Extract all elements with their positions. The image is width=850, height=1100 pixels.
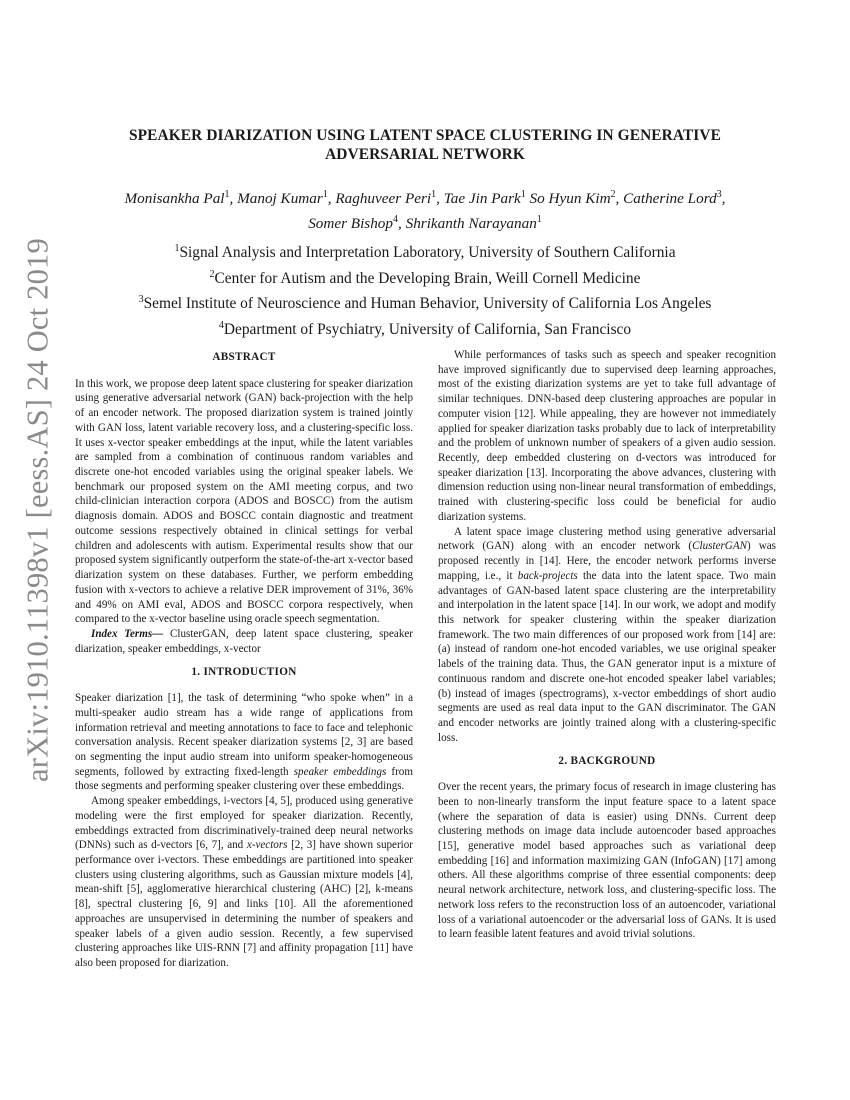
intro-paragraph: Among speaker embeddings, i-vectors [4, 5], produced using generative modeling were the first employed for speaker diarization. Recently, embeddings extracted from discriminatively-trained deep neural networks (DNNs) such as d-vectors [6, 7], and x-vectors [2, 3] have shown superior performance over i-vectors. These embeddings are partitioned into speaker clusters using clustering algorithms, such as Gaussian mixture models [4], mean-shift [5], agglomerative hierarchical clustering (AHC) [2], k-means [8], spectral clustering [6, 9] and links [10]. All the aforementioned approaches are unsupervised in determining the number of speakers and speaker labels of a given audio session. Recently, a few supervised clustering approaches like UIS-RNN [7] and affinity propagation [11] have also been proposed for diarization. [75, 795, 413, 970]
author: Somer Bishop$^4$, [308, 214, 406, 233]
paper-title: SPEAKER DIARIZATION USING LATENT SPACE CLUSTERING IN GENERATIVE ADVERSARIAL NETWORK [129, 127, 721, 163]
author: Catherine Lord$^3$, [623, 189, 726, 208]
left-column [75, 350, 413, 971]
right-column [438, 348, 776, 942]
affiliation-list [80, 238, 770, 341]
affiliation: $^4$Department of Psychiatry, University of California, San Francisco [218, 319, 632, 338]
author: Tae Jin Park$^1$ [443, 189, 526, 208]
arxiv-identifier-stamp [18, 238, 58, 782]
affiliation: $^1$Signal Analysis and Interpretation Laboratory, University of Southern California [174, 243, 676, 262]
author: Raghuveer Peri$^1$, [335, 189, 444, 208]
abstract-heading: ABSTRACT [212, 351, 276, 363]
author: Shrikanth Narayanan$^1$ [405, 214, 542, 233]
author-list [80, 184, 770, 234]
intro-paragraph: While performances of tasks such as speech and speaker recognition have improved significantly due to supervised deep learning approaches, most of the existing diarization systems are yet to take full advantage of similar techniques. DNN-based deep clustering approaches are popular in computer vision [12]. While appealing, they are however not immediately applied for speaker diarization tasks probably due to lack of interpretability and the problem of unknown number of speakers of a given audio session. Recently, deep embedded clustering on d-vectors was introduced for speaker diarization [13]. Incorporating the above advances, clustering with dimension reduction using non-linear neural transformation of embeddings, trained with clustering-specific loss could be beneficial for audio diarization systems. [438, 349, 776, 523]
affiliation: $^2$Center for Autism and the Developing Brain, Weill Cornell Medicine [209, 268, 641, 287]
section-heading-background: 2. BACKGROUND [558, 755, 656, 768]
author: Monisankha Pal$^1$, [124, 189, 238, 208]
intro-paragraph: Speaker diarization [1], the task of determining “who spoke when” in a multi-speaker audio stream has a wide range of applications from information retrieval and meeting annotations to face to face and telephonic conversation analysis. Recent speaker diarization systems [2, 3] are based on segmenting the input audio stream into uniform speaker-homogeneous segments, followed by extracting fixed-length speaker embeddings from those segments and performing speaker clustering over these embeddings. [75, 692, 413, 793]
affiliation: $^3$Semel Institute of Neuroscience and Human Behavior, University of California Los Angeles [138, 294, 712, 313]
background-paragraph: Over the recent years, the primary focus of research in image clustering has been to non-linearly transform the input feature space to a latent space (where the separation of data is easier) using DNNs. Current deep clustering methods on image data include autoencoder based approaches [15], generative model based approaches such as variational deep embedding [16] and information maximizing GAN (InfoGAN) [17] among others. All these algorithms comprise of three essential components: deep neural network architecture, network loss, and clustering-specific loss. The network loss refers to the reconstruction loss of an autoencoder, variational loss of a variational autoencoder or the adversarial loss of GANs. It is used to learn feasible latent features and avoid trivial solutions. [438, 781, 776, 941]
index-terms: Index Terms— ClusterGAN, deep latent space clustering, speaker diarization, speaker embeddings, x-vector [75, 627, 413, 655]
abstract-text: In this work, we propose deep latent space clustering for speaker diarization using generative adversarial network (GAN) back-projection with the help of an encoder network. The proposed diarization system is trained jointly with GAN loss, latent variable recovery loss, and a clustering-specific loss. It uses x-vector speaker embeddings at the input, while the latent variables are sampled from a combination of continuous random variables and discrete one-hot encoded variables using the original speaker labels. We benchmark our proposed system on the AMI meeting corpus, and two child-clinician interaction corpora (ADOS and BOSCC) from the autism diagnosis domain. ADOS and BOSCC contain diagnostic and treatment outcome sessions respectively obtained in clinical settings for verbal children and adolescents with autism. Experimental results show that our proposed system significantly outperform the state-of-the-art x-vector based diarization system on these databases. Further, we perform embedding fusion with x-vectors to achieve a relative DER improvement of 31%, 36% and 49% on AMI eval, ADOS and BOSCC corpora respectively, when compared to the x-vector baseline using oracle speech segmentation. [75, 377, 413, 626]
arxiv-stamp-text: arXiv:1910.11398v1 [eess.AS] 24 Oct 2019 [20, 238, 55, 782]
author: Manoj Kumar$^1$, [237, 189, 336, 208]
section-heading-introduction: 1. INTRODUCTION [191, 666, 297, 679]
author: So Hyun Kim$^2$, [529, 189, 624, 208]
intro-paragraph: A latent space image clustering method using generative adversarial network (GAN) along with an encoder network (ClusterGAN) was proposed recently in [14]. Here, the encoder network performs inverse mapping, i.e., it back-projects the data into the latent space. Two main advantages of GAN-based latent space clustering are the interpretability and interpolation in the latent space [14]. In our work, we adopt and modify this network for speaker clustering within the speaker diarization framework. The two main differences of our proposed work from [14] are: (a) instead of random one-hot encoded variables, we use original speaker labels of the training data. Thus, the GAN generator input is a mixture of continuous random and discrete one-hot encoded speaker label variables; (b) instead of images (spectrograms), x-vector embeddings of short audio segments are used as real data input to the GAN discriminator. The GAN and encoder networks are jointly trained along with a clustering-specific loss. [438, 525, 776, 744]
index-terms-label: Index Terms— [91, 627, 164, 640]
